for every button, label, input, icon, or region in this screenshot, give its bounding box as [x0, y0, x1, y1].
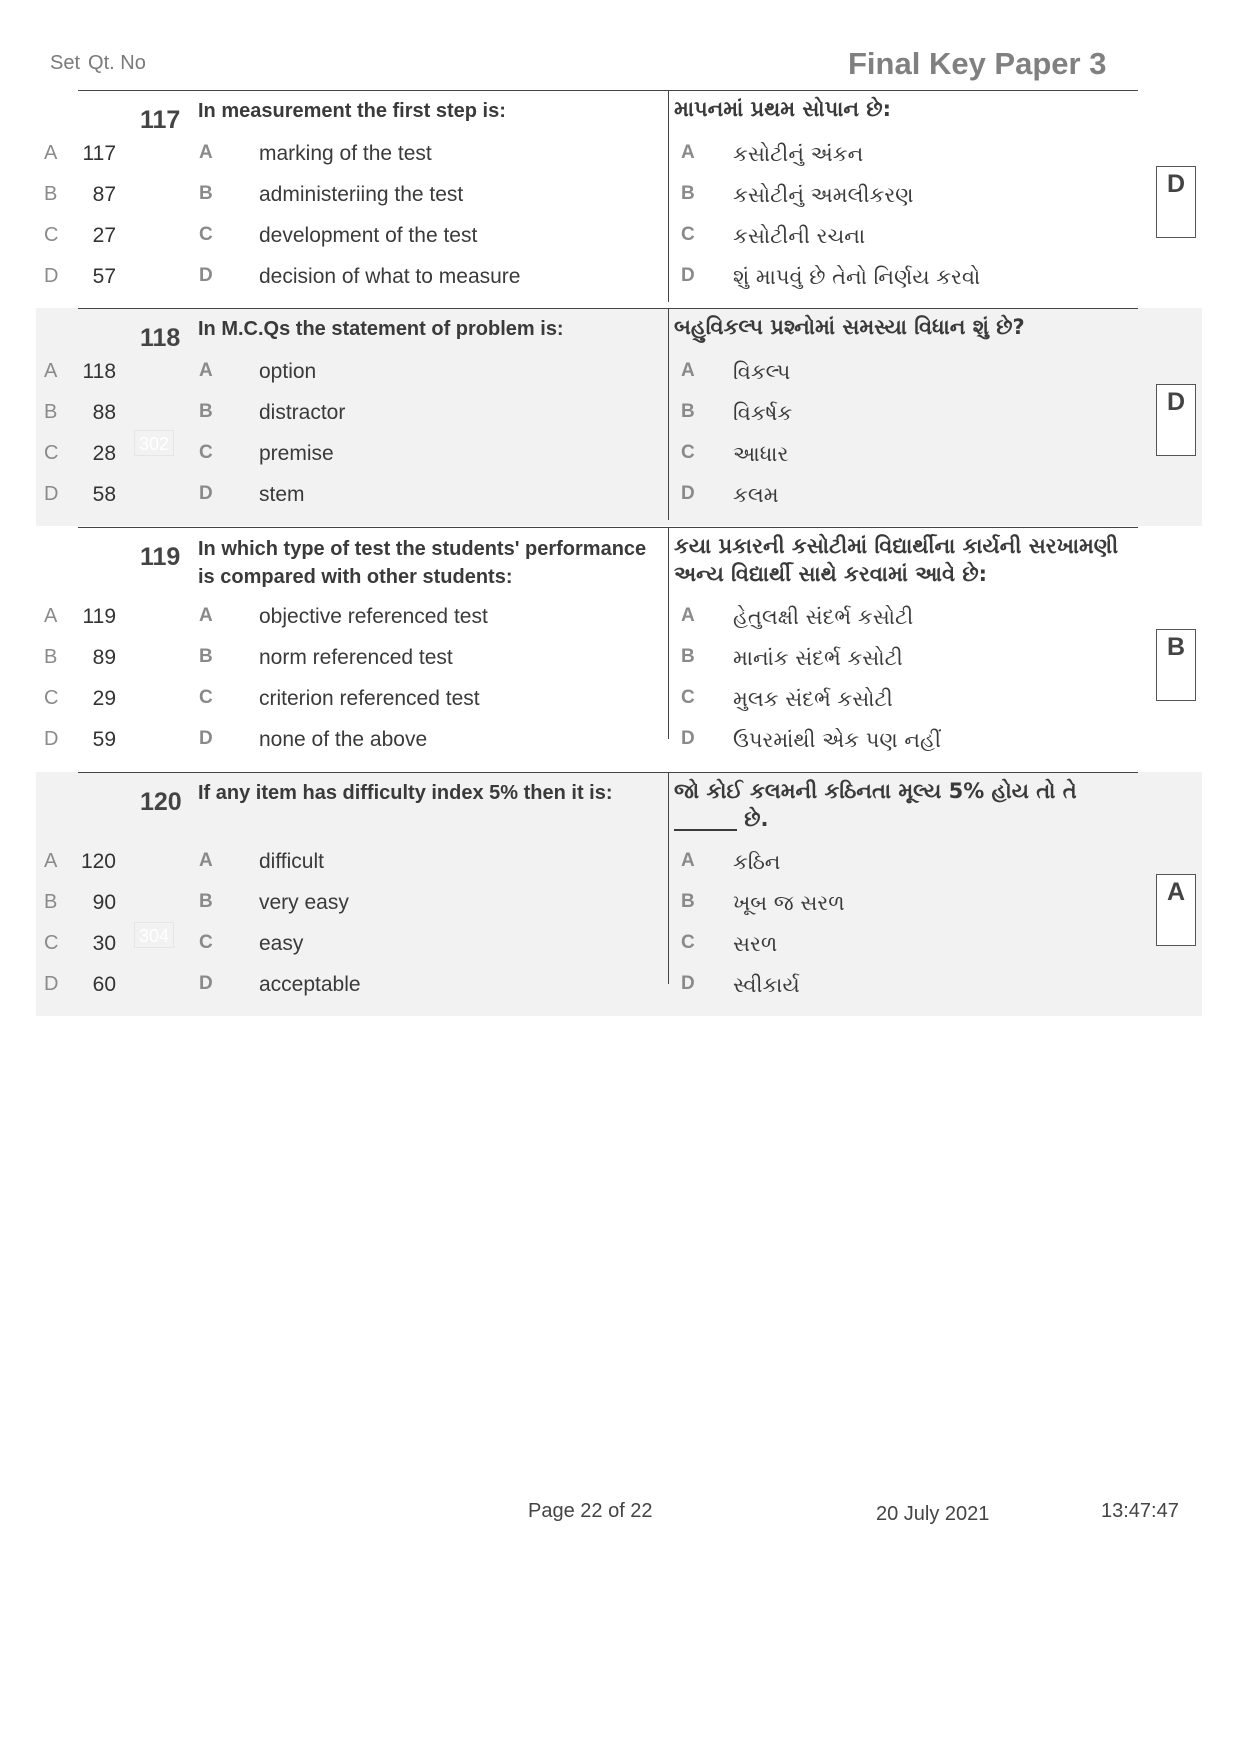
option-row — [36, 401, 1036, 431]
question-number: 117 — [140, 106, 181, 134]
option-text-gujarati: શું માપવું છે તેનો નિર્ણય કરવો — [733, 265, 981, 289]
option-letter-english: C — [199, 687, 213, 708]
set-label: Set — [50, 52, 81, 74]
set-question-number: 90 — [92, 891, 116, 914]
set-letter: C — [44, 442, 59, 464]
option-letter-english: A — [199, 360, 213, 381]
set-question-number: 89 — [92, 646, 116, 669]
option-letter-english: B — [199, 891, 213, 912]
set-letter: D — [44, 728, 59, 750]
set-question-number: 88 — [92, 401, 116, 424]
divider-line — [78, 772, 1138, 773]
option-letter-english: B — [199, 401, 213, 422]
set-question-number: 27 — [92, 224, 116, 247]
option-text-gujarati: વિકલ્પ — [733, 360, 791, 384]
footer-date: 20 July 2021 — [876, 1503, 990, 1525]
option-text-english: decision of what to measure — [259, 265, 521, 288]
option-text-english: very easy — [259, 891, 349, 914]
option-text-gujarati: આધાર — [733, 442, 789, 466]
option-row — [36, 224, 1036, 254]
set-letter: B — [44, 183, 58, 205]
option-letter-english: D — [199, 265, 213, 286]
option-letter-english: A — [199, 605, 213, 626]
option-text-english: criterion referenced test — [259, 687, 480, 710]
option-text-english: premise — [259, 442, 334, 465]
option-letter-gujarati: B — [681, 891, 695, 912]
footer-time: 13:47:47 — [1101, 1500, 1179, 1522]
question-text-gujarati: બહુવિકલ્પ પ્રશ્નોમાં સમસ્યા વિધાન શું છે? — [674, 315, 1025, 339]
question-block-117 — [36, 90, 1202, 306]
set-question-number: 119 — [82, 605, 116, 628]
set-question-number: 59 — [92, 728, 116, 751]
option-text-gujarati: મુલક સંદર્ભ કસોટી — [733, 687, 893, 711]
option-text-english: administeriing the test — [259, 183, 464, 206]
option-letter-gujarati: D — [681, 973, 695, 994]
set-letter: D — [44, 973, 59, 995]
set-question-number: 30 — [92, 932, 116, 955]
option-letter-gujarati: A — [681, 142, 695, 163]
answer-key-box: D — [1156, 166, 1196, 238]
option-letter-english: B — [199, 183, 213, 204]
option-row — [36, 265, 1036, 295]
option-row — [36, 183, 1036, 213]
option-row — [36, 891, 1036, 921]
option-letter-gujarati: C — [681, 932, 695, 953]
page-title: Final Key Paper 3 — [848, 46, 1107, 81]
option-text-english: acceptable — [259, 973, 361, 996]
set-question-number: 118 — [82, 360, 116, 383]
option-row — [36, 605, 1036, 635]
option-letter-gujarati: B — [681, 401, 695, 422]
option-text-gujarati: સ્વીકાર્ય — [733, 973, 800, 997]
set-letter: B — [44, 646, 58, 668]
question-block-120 — [36, 772, 1202, 1016]
set-letter: B — [44, 401, 58, 423]
divider-line — [78, 90, 1138, 91]
set-question-number: 117 — [82, 142, 116, 165]
option-text-english: objective referenced test — [259, 605, 488, 628]
option-text-gujarati: કસોટીનું અંકન — [733, 142, 864, 166]
set-question-number: 29 — [92, 687, 116, 710]
set-letter: A — [44, 142, 58, 164]
option-text-gujarati: વિકર્ષક — [733, 401, 793, 425]
question-text-gujarati: જો કોઈ કલમની કઠિનતા મૂલ્ય 5% હોય તો તે ______ છે. — [674, 779, 1077, 831]
option-letter-gujarati: C — [681, 224, 695, 245]
option-row — [36, 932, 1036, 962]
option-letter-english: A — [199, 850, 213, 871]
set-question-number: 87 — [92, 183, 116, 206]
set-letter: C — [44, 932, 59, 954]
option-text-gujarati: માનાંક સંદર્ભ કસોટી — [733, 646, 903, 670]
question-text-english: In M.C.Qs the statement of problem is: — [198, 318, 564, 340]
option-text-gujarati: સરળ — [733, 932, 778, 956]
page-number: Page 22 of 22 — [528, 1500, 653, 1522]
question-text-english: In which type of test the students' performance is compared with other students: — [198, 538, 647, 588]
option-letter-english: C — [199, 224, 213, 245]
option-letter-english: C — [199, 442, 213, 463]
set-question-number: 28 — [92, 442, 116, 465]
option-letter-english: B — [199, 646, 213, 667]
option-row — [36, 973, 1036, 1003]
question-text-gujarati: માપનમાં પ્રથમ સોપાન છે: — [674, 97, 892, 121]
option-text-english: option — [259, 360, 317, 383]
option-text-english: marking of the test — [259, 142, 432, 165]
set-letter: B — [44, 891, 58, 913]
option-text-gujarati: હેતુલક્ષી સંદર્ભ કસોટી — [733, 605, 914, 629]
faint-serial-stamp: 304 — [134, 922, 174, 948]
answer-key-box: A — [1156, 874, 1196, 946]
option-text-gujarati: કઠિન — [733, 850, 781, 874]
question-text-english: If any item has difficulty index 5% then it is: — [198, 782, 613, 804]
set-question-number: 58 — [92, 483, 116, 506]
option-text-gujarati: કલમ — [733, 483, 779, 507]
option-letter-gujarati: D — [681, 265, 695, 286]
option-text-english: none of the above — [259, 728, 428, 751]
set-letter: A — [44, 360, 58, 382]
option-text-english: norm referenced test — [259, 646, 453, 669]
option-text-gujarati: ખૂબ જ સરળ — [733, 891, 845, 915]
option-letter-gujarati: B — [681, 646, 695, 667]
option-row — [36, 728, 1036, 758]
set-question-number: 57 — [92, 265, 116, 288]
option-row — [36, 142, 1036, 172]
option-letter-english: A — [199, 142, 213, 163]
set-letter: C — [44, 687, 59, 709]
option-letter-gujarati: A — [681, 360, 695, 381]
set-question-number: 120 — [80, 850, 116, 873]
question-number-label: Qt. No — [88, 52, 146, 74]
divider-line — [78, 308, 1138, 309]
option-letter-gujarati: D — [681, 483, 695, 504]
option-text-english: difficult — [259, 850, 324, 873]
option-text-english: stem — [259, 483, 305, 506]
question-number: 119 — [140, 543, 181, 571]
set-letter: A — [44, 850, 58, 872]
answer-key-box: D — [1156, 384, 1196, 456]
option-letter-english: D — [199, 728, 213, 749]
divider-line — [78, 527, 1138, 528]
answer-key-box: B — [1156, 629, 1196, 701]
question-number: 118 — [140, 324, 181, 352]
option-row — [36, 646, 1036, 676]
question-block-118 — [36, 308, 1202, 526]
faint-serial-stamp: 302 — [134, 430, 174, 456]
set-letter: D — [44, 265, 59, 287]
option-letter-gujarati: A — [681, 850, 695, 871]
set-question-number: 60 — [92, 973, 116, 996]
option-text-english: distractor — [259, 401, 346, 424]
question-number: 120 — [140, 788, 182, 816]
option-letter-english: D — [199, 483, 213, 504]
option-text-english: easy — [259, 932, 304, 955]
option-letter-gujarati: C — [681, 442, 695, 463]
option-row — [36, 687, 1036, 717]
option-letter-gujarati: B — [681, 183, 695, 204]
option-letter-gujarati: A — [681, 605, 695, 626]
option-text-gujarati: કસોટીની રચના — [733, 224, 866, 248]
question-text-gujarati: કયા પ્રકારની કસોટીમાં વિદ્યાર્થીના કાર્યની સરખામણી અન્ય વિદ્યાર્થી સાથે કરવામાં આવે છે: — [674, 534, 1119, 586]
set-letter: D — [44, 483, 59, 505]
option-text-gujarati: ઉપરમાંથી એક પણ નહીં — [733, 728, 941, 752]
option-row — [36, 442, 1036, 472]
question-block-119 — [36, 527, 1202, 771]
option-row — [36, 850, 1036, 880]
option-text-english: development of the test — [259, 224, 478, 247]
set-letter: A — [44, 605, 58, 627]
option-text-gujarati: કસોટીનું અમલીકરણ — [733, 183, 914, 207]
option-letter-gujarati: C — [681, 687, 695, 708]
option-letter-english: D — [199, 973, 213, 994]
option-letter-gujarati: D — [681, 728, 695, 749]
question-text-english: In measurement the first step is: — [198, 100, 506, 122]
option-letter-english: C — [199, 932, 213, 953]
option-row — [36, 360, 1036, 390]
set-letter: C — [44, 224, 59, 246]
header-set-label-group — [50, 52, 146, 75]
option-row — [36, 483, 1036, 513]
